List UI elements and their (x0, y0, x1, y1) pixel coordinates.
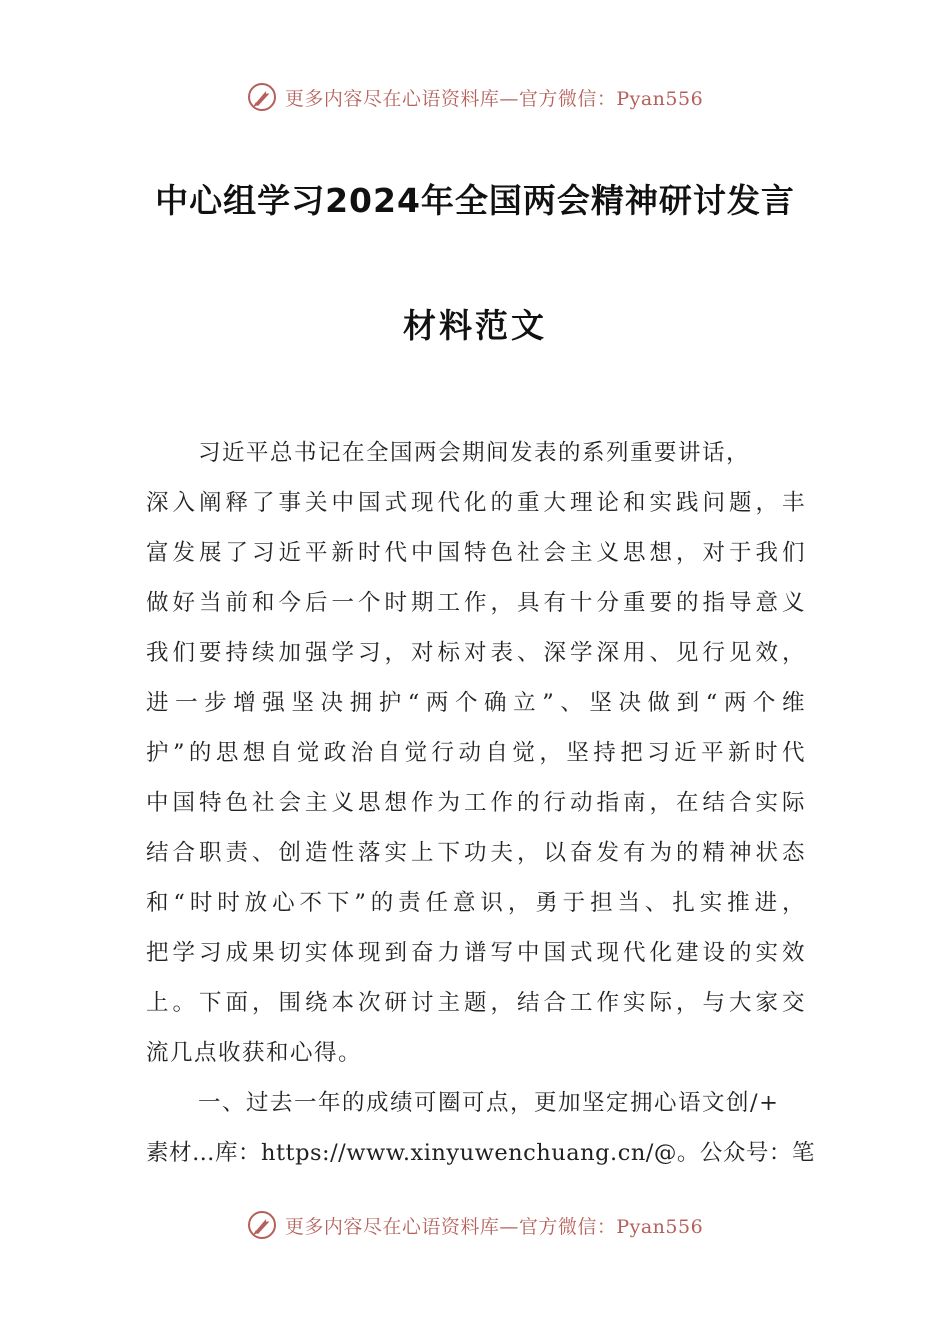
body-line: 和“时时放心不下”的责任意识，勇于担当、扎实推进， (146, 890, 806, 916)
watermark-footer (0, 1210, 950, 1240)
pen-nib-icon (247, 82, 277, 112)
body-line: 把学习成果切实体现到奋力谱写中国式现代化建设的实效 (146, 940, 806, 966)
body-line: 一、过去一年的成绩可圈可点，更加坚定拥心语文创/+ (198, 1090, 780, 1116)
body-line: 上。下面，围绕本次研讨主题，结合工作实际，与大家交 (146, 990, 806, 1016)
document-title-line-1: 中心组学习2024年全国两会精神研讨发言 (155, 181, 795, 220)
watermark-header (0, 82, 950, 112)
body-line-link: 素材…库：https://www.xinyuwenchuang.cn/@。公众号：笔 (146, 1140, 815, 1166)
body-line: 富发展了习近平新时代中国特色社会主义思想，对于我们 (146, 540, 806, 566)
body-line: 做好当前和今后一个时期工作，具有十分重要的指导意义 (146, 590, 806, 616)
document-body (146, 428, 815, 1178)
body-line: 流几点收获和心得。 (146, 1040, 363, 1066)
body-line: 深入阐释了事关中国式现代化的重大理论和实践问题，丰 (146, 490, 806, 516)
body-line: 结合职责、创造性落实上下功夫，以奋发有为的精神状态 (146, 840, 806, 866)
body-line: 我们要持续加强学习，对标对表、深学深用、见行见效， (146, 640, 806, 666)
body-line: 中国特色社会主义思想作为工作的行动指南，在结合实际 (146, 790, 806, 816)
pen-nib-icon (247, 1210, 277, 1240)
body-line: 护”的思想自觉政治自觉行动自觉，坚持把习近平新时代 (146, 740, 806, 766)
watermark-text: 更多内容尽在心语资料库—官方微信：Pyan556 (284, 87, 704, 110)
body-line: 习近平总书记在全国两会期间发表的系列重要讲话， (198, 440, 751, 466)
body-line: 进一步增强坚决拥护“两个确立”、坚决做到“两个维 (146, 690, 806, 716)
document-title-line-2: 材料范文 (403, 306, 547, 345)
watermark-text: 更多内容尽在心语资料库—官方微信：Pyan556 (284, 1215, 704, 1238)
